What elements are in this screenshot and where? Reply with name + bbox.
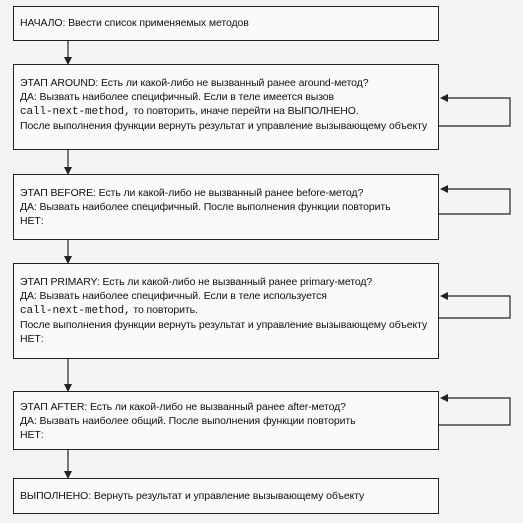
around-stage-box	[13, 64, 439, 150]
start-text: НАЧАЛО: Ввести список применяемых методов	[20, 17, 249, 29]
primary-stage-box	[13, 263, 439, 359]
before-yes: ДА: Вызвать наиболее специфичный. После выполнения функции повторить	[20, 201, 391, 213]
around-code: call-next-method,	[20, 106, 131, 118]
after-question: ЭТАП AFTER: Есть ли какой-либо не вызванный ранее after-метод?	[20, 401, 346, 413]
after-no: НЕТ:	[20, 429, 44, 441]
done-box	[13, 478, 439, 514]
start-box	[13, 6, 439, 41]
primary-repeat-rest: то повторить.	[130, 304, 198, 316]
loop-around	[439, 98, 510, 126]
loop-after	[439, 398, 510, 425]
before-no: НЕТ:	[20, 215, 44, 227]
primary-return: После выполнения функции вернуть результат и управление вызывающему объекту	[20, 319, 428, 331]
before-question: ЭТАП BEFORE: Есть ли какой-либо не вызванный ранее before-метод?	[20, 187, 364, 199]
primary-repeat	[20, 303, 432, 318]
around-repeat-rest: то повторить, иначе перейти на ВЫПОЛНЕНО.	[130, 105, 359, 117]
primary-no: НЕТ:	[20, 333, 44, 345]
around-question: ЭТАП AROUND: Есть ли какой-либо не вызванный ранее around-метод?	[20, 77, 369, 89]
before-stage-box	[13, 174, 439, 240]
around-repeat	[20, 104, 432, 119]
loop-primary	[439, 296, 510, 318]
primary-question: ЭТАП PRIMARY: Есть ли какой-либо не вызванный ранее primary-метод?	[20, 276, 373, 288]
primary-yes: ДА: Вызвать наиболее специфичный. Если в теле используется	[20, 290, 327, 302]
after-stage-box	[13, 391, 439, 450]
around-yes: ДА: Вызвать наиболее специфичный. Если в теле имеется вызов	[20, 91, 335, 103]
around-return: После выполнения функции вернуть результат и управление вызывающему объекту	[20, 120, 428, 132]
done-text: ВЫПОЛНЕНО: Вернуть результат и управление вызывающему объекту	[20, 490, 365, 502]
after-yes: ДА: Вызвать наиболее общий. После выполнения функции повторить	[20, 415, 356, 427]
primary-code: call-next-method,	[20, 305, 131, 317]
loop-before	[439, 189, 510, 214]
